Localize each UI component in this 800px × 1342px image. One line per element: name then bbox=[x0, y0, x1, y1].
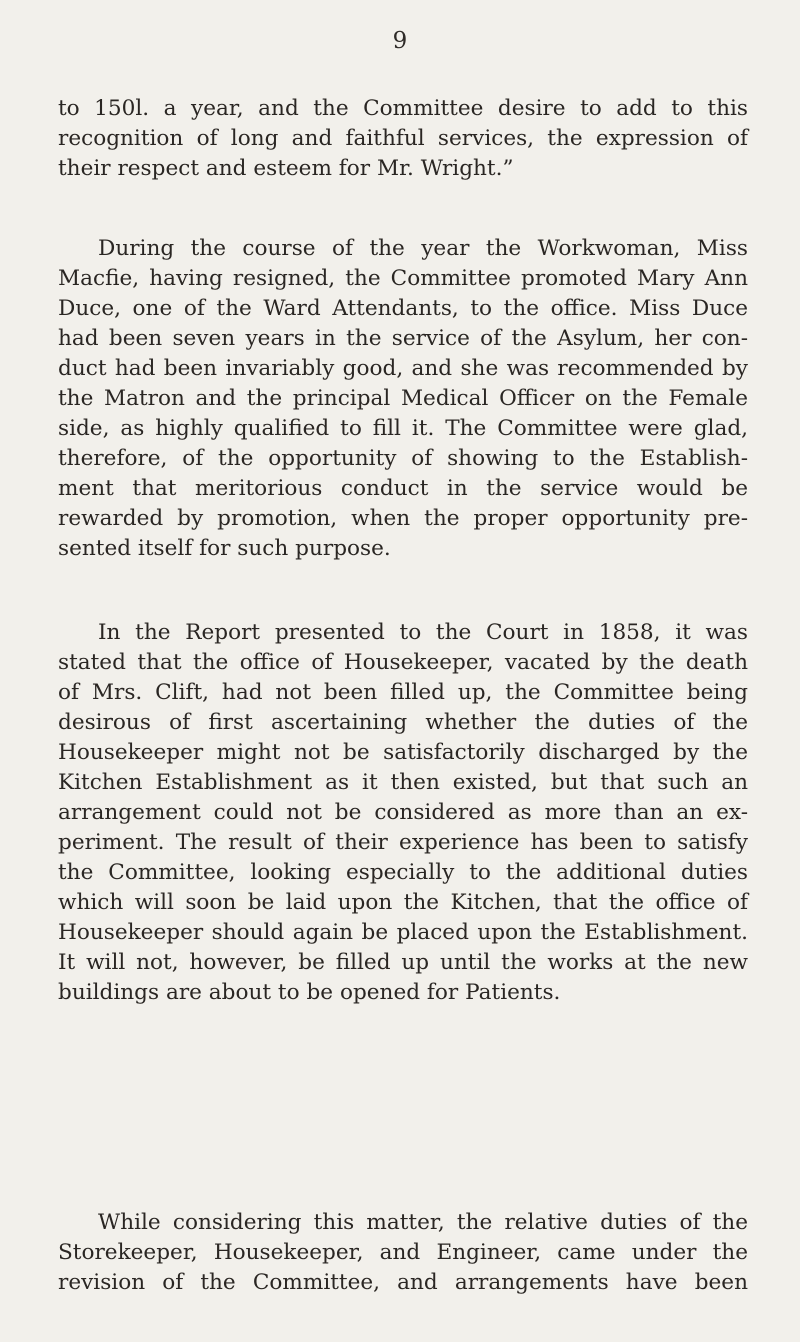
text-line: Housekeeper might not be satisfactorily discharged by the bbox=[58, 740, 748, 765]
text-line: Storekeeper, Housekeeper, and Engineer, came under the bbox=[58, 1240, 748, 1265]
text-line: their respect and esteem for Mr. Wright.” bbox=[58, 156, 514, 181]
text-line: to 150l. a year, and the Committee desire to add to this bbox=[58, 96, 748, 121]
paragraph-2 bbox=[58, 234, 748, 564]
text-line: had been seven years in the service of the Asylum, her con- bbox=[58, 326, 748, 351]
text-line: It will not, however, be filled up until the works at the new bbox=[58, 950, 748, 975]
text-line: In the Report presented to the Court in 1858, it was bbox=[98, 620, 748, 645]
text-line: sented itself for such purpose. bbox=[58, 536, 391, 561]
text-line: Housekeeper should again be placed upon the Establishment. bbox=[58, 920, 748, 945]
text-line: desirous of first ascertaining whether the duties of the bbox=[58, 710, 748, 735]
text-line: buildings are about to be opened for Patients. bbox=[58, 980, 561, 1005]
text-line: recognition of long and faithful services, the expression of bbox=[58, 126, 748, 151]
text-line: stated that the office of Housekeeper, vacated by the death bbox=[58, 650, 748, 675]
text-line: ment that meritorious conduct in the service would be bbox=[58, 476, 748, 501]
text-line: which will soon be laid upon the Kitchen, that the office of bbox=[58, 890, 748, 915]
text-line: During the course of the year the Workwoman, Miss bbox=[98, 236, 748, 261]
text-line: periment. The result of their experience has been to satisfy bbox=[58, 830, 748, 855]
text-line: arrangement could not be considered as more than an ex- bbox=[58, 800, 748, 825]
text-line: duct had been invariably good, and she was recommended by bbox=[58, 356, 748, 381]
page-number: 9 bbox=[392, 28, 408, 54]
paragraph-3 bbox=[58, 618, 748, 1008]
text-line: While considering this matter, the relative duties of the bbox=[98, 1210, 748, 1235]
text-line: the Committee, looking especially to the additional duties bbox=[58, 860, 748, 885]
text-line: Kitchen Establishment as it then existed, but that such an bbox=[58, 770, 748, 795]
text-line: Duce, one of the Ward Attendants, to the office. Miss Duce bbox=[58, 296, 748, 321]
text-line: therefore, of the opportunity of showing to the Establish- bbox=[58, 446, 748, 471]
text-line: revision of the Committee, and arrangements have been bbox=[58, 1270, 748, 1295]
text-line: the Matron and the principal Medical Officer on the Female bbox=[58, 386, 748, 411]
text-line: Macfie, having resigned, the Committee promoted Mary Ann bbox=[58, 266, 748, 291]
paragraph-4 bbox=[58, 1208, 748, 1298]
text-line: rewarded by promotion, when the proper opportunity pre- bbox=[58, 506, 748, 531]
text-line: side, as highly qualified to fill it. The Committee were glad, bbox=[58, 416, 748, 441]
paragraph-1 bbox=[58, 94, 748, 184]
text-line: of Mrs. Clift, had not been filled up, the Committee being bbox=[58, 680, 748, 705]
